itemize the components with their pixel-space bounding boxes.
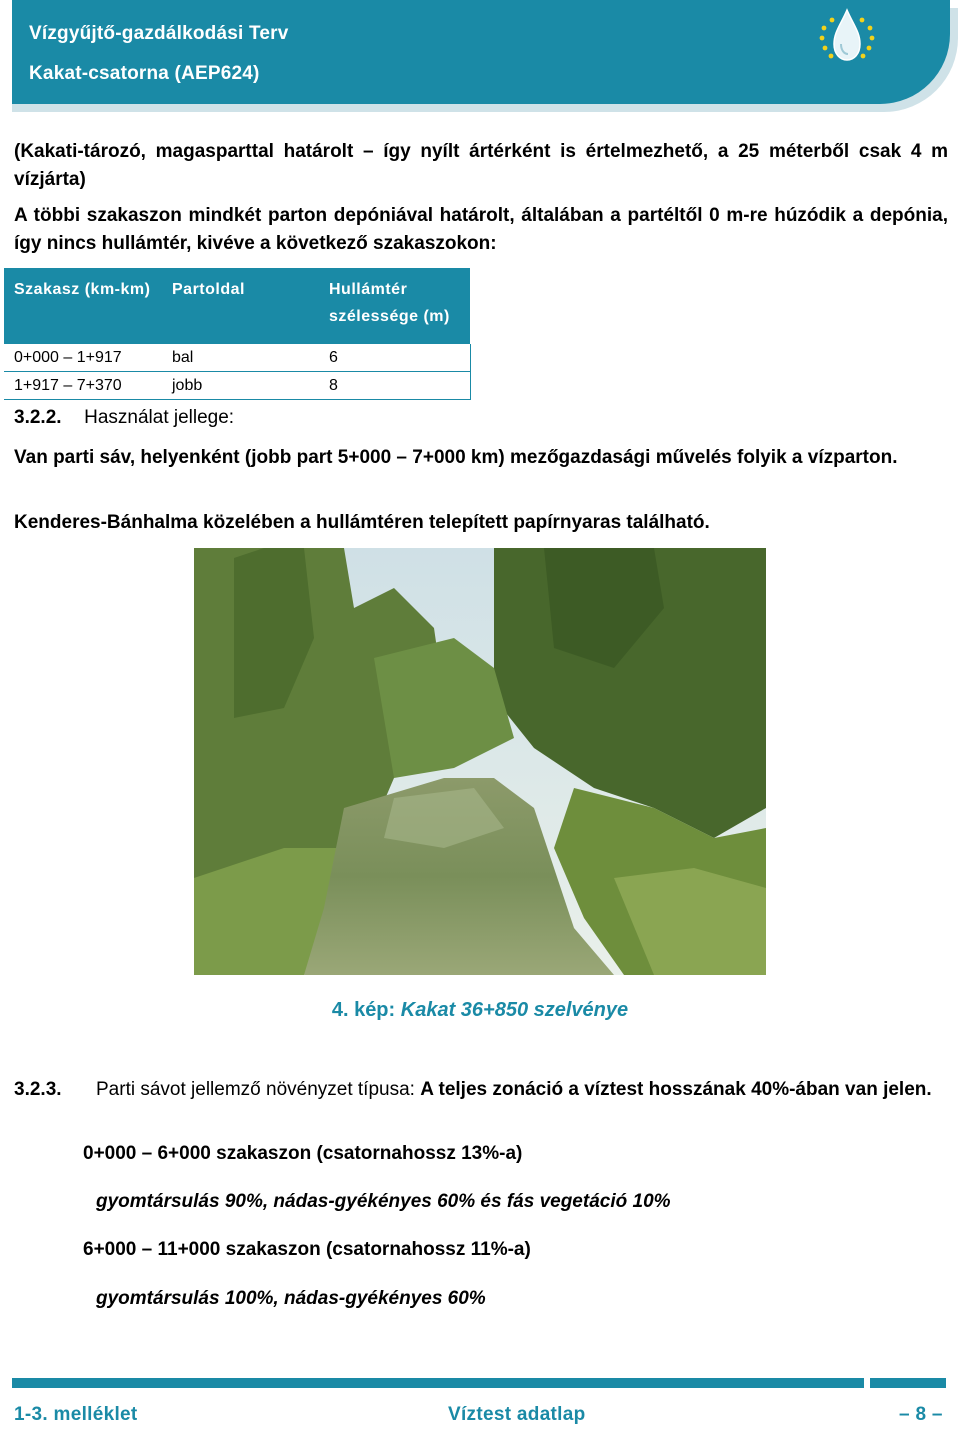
footer-annex: 1-3. melléklet: [14, 1404, 138, 1425]
segment-2-detail: gyomtársulás 100%, nádas-gyékényes 60%: [96, 1288, 486, 1309]
photo-caption: [0, 999, 960, 1022]
section-322-heading: [14, 404, 948, 432]
section-number: 3.2.2.: [14, 407, 62, 428]
table-cell: 1+917 – 7+370: [4, 372, 162, 400]
paragraph-kenderes: Kenderes-Bánhalma közelében a hullámtéren telepített papírnyaras található.: [14, 512, 710, 533]
river-photo: [194, 548, 766, 975]
paragraph-depónia: A többi szakaszon mindkét parton depóniával határolt, általában a partéltől 0 m-re húzódik a depónia, így nincs hullámtér, kivéve a következő szakaszokon:: [14, 205, 948, 254]
eu-water-drop-logo-icon: [812, 8, 882, 68]
footer-rule-gap: [864, 1378, 870, 1388]
section-323-label: Parti sávot jellemző növényzet típusa:: [96, 1079, 415, 1100]
section-323-number: 3.2.3.: [14, 1079, 62, 1100]
caption-prefix: 4. kép:: [331, 999, 396, 1021]
table-cell: 8: [319, 372, 470, 400]
floodplain-table: [4, 268, 471, 400]
footer-doc-type: Víztest adatlap: [448, 1404, 586, 1425]
table-cell: 0+000 – 1+917: [4, 344, 162, 372]
page-header: [12, 0, 950, 104]
table-cell: bal: [162, 344, 319, 372]
footer-rule: [12, 1378, 946, 1388]
segment-1-detail: gyomtársulás 90%, nádas-gyékényes 60% és fás vegetáció 10%: [96, 1191, 671, 1212]
table-row: [4, 344, 470, 372]
section-323-text: [96, 1076, 948, 1104]
segment-1: 0+000 – 6+000 szakaszon (csatornahossz 13%-a): [83, 1143, 523, 1164]
caption-text: Kakat 36+850 szelvénye: [400, 999, 629, 1021]
table-header-hullamter: Hullámtér szélessége (m): [319, 268, 470, 344]
table-header-szakasz: Szakasz (km-km): [4, 268, 162, 344]
table-header-partoldal: Partoldal: [162, 268, 319, 344]
paragraph-kakati: (Kakati-tározó, magasparttal határolt – így nyílt ártérként is értelmezhető, a 25 méterből csak 4 m vízjárta): [14, 141, 948, 190]
table-cell: jobb: [162, 372, 319, 400]
page-number: – 8 –: [899, 1404, 943, 1425]
section-label: Használat jellege:: [84, 407, 235, 428]
table-cell: 6: [319, 344, 470, 372]
paragraph-parti-sav: Van parti sáv, helyenként (jobb part 5+000 – 7+000 km) mezőgazdasági művelés folyik a vízparton.: [14, 447, 898, 468]
segment-2: 6+000 – 11+000 szakaszon (csatornahossz 11%-a): [83, 1239, 531, 1260]
section-323-value: A teljes zonáció a víztest hosszának 40%-ában van jelen.: [420, 1079, 932, 1100]
table-row: [4, 372, 470, 400]
header-subtitle: Kakat-csatorna (AEP624): [29, 63, 260, 84]
header-title: Vízgyűjtő-gazdálkodási Terv: [29, 23, 289, 44]
